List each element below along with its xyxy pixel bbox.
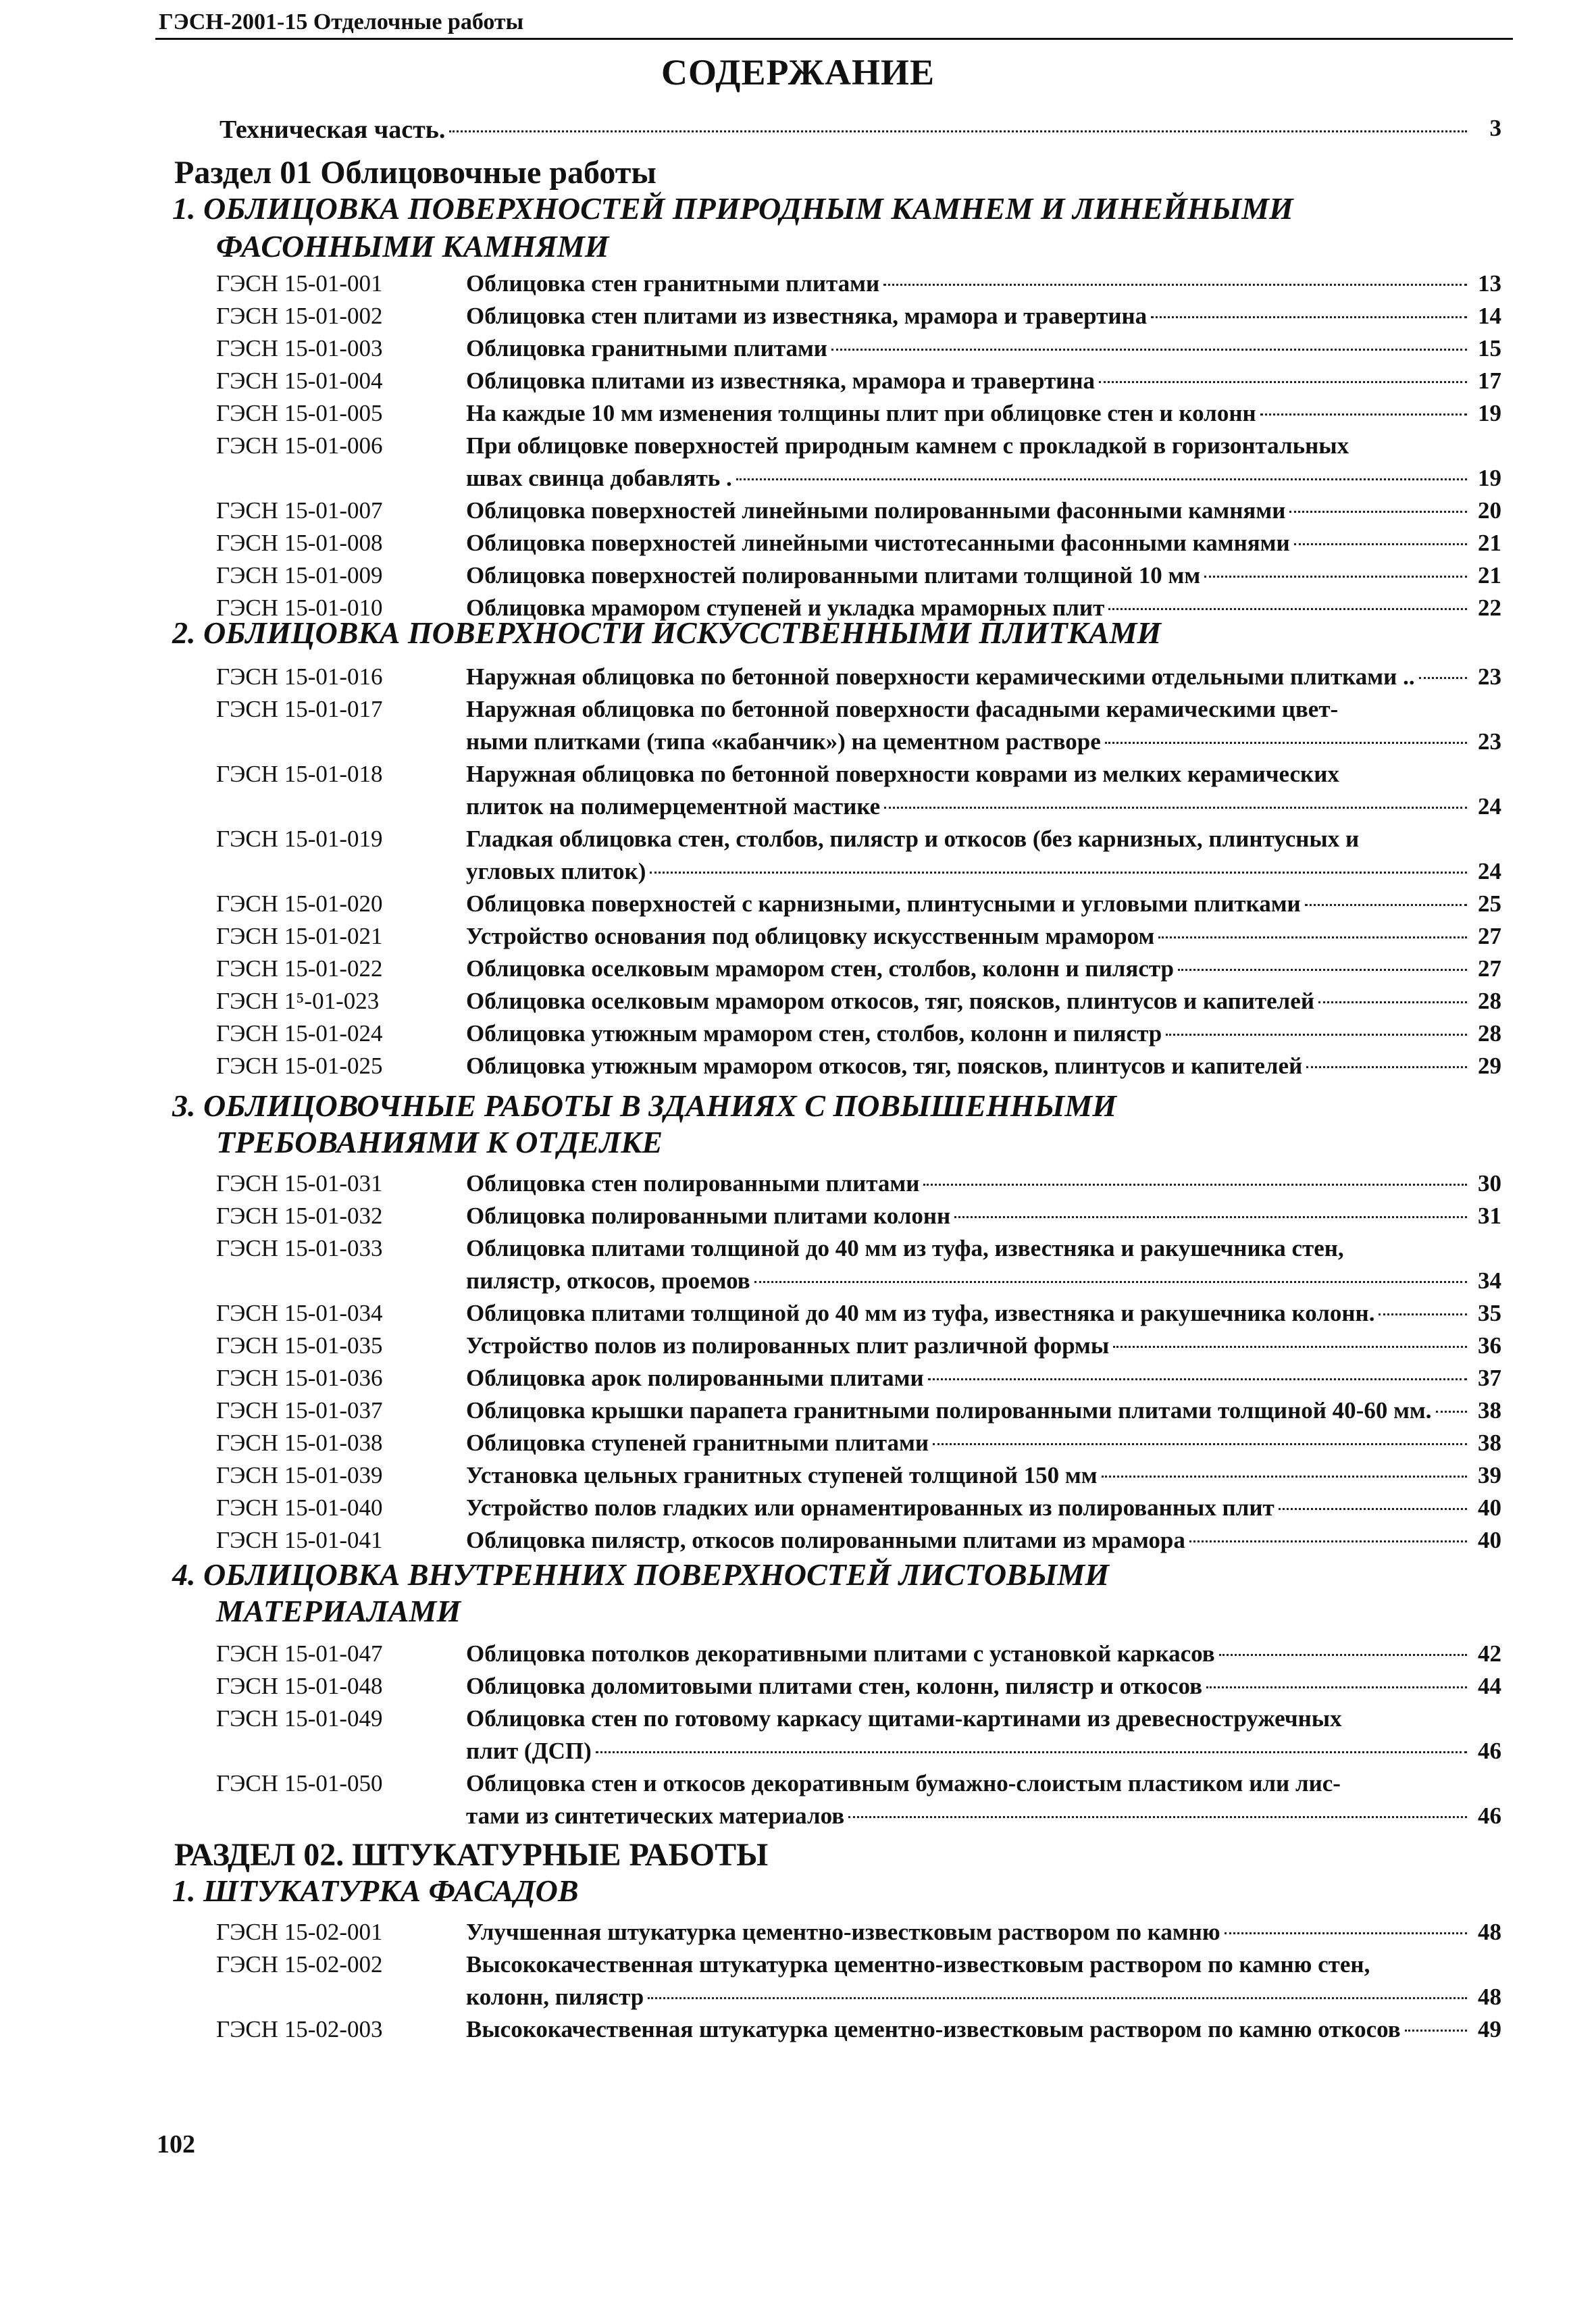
toc-entry-title: Облицовка оселковым мрамором откосов, тяг, поясков, плинтусов и капителей: [466, 988, 1315, 1014]
toc-entry-title: Облицовка плитами толщиной до 40 мм из туфа, известняка и ракушечника колонн.: [466, 1300, 1375, 1326]
toc-entry-title-row: [466, 400, 1471, 427]
dot-leader: [883, 284, 1467, 286]
toc-entry-title-row: [466, 1494, 1471, 1521]
toc-entry-title-continued: [466, 728, 1471, 755]
toc-entry-code: ГЭСН 15-01-016: [216, 663, 383, 690]
dot-leader: [736, 478, 1467, 480]
dot-leader: [1305, 904, 1467, 906]
toc-entry-title-row: [466, 1020, 1471, 1047]
toc-entry-title-row: [466, 562, 1471, 589]
toc-entry-title-row: [466, 497, 1471, 524]
toc-entry-code: ГЭСН 15-01-049: [216, 1705, 383, 1732]
toc-entry-code: ГЭСН 15-01-041: [216, 1527, 383, 1553]
toc-entry-code: ГЭСН 1⁵-01-023: [216, 988, 380, 1014]
dot-leader: [1099, 381, 1467, 383]
toc-entry-title-row: [466, 1919, 1471, 1946]
toc-entry-title-continued: [466, 1738, 1471, 1765]
toc-entry-title-line2: ными плитками (типа «кабанчик») на цементном растворе: [466, 728, 1101, 755]
toc-entry-page: 27: [1478, 955, 1501, 982]
toc-entry-page: 21: [1478, 530, 1501, 556]
group-heading-4-line2: МАТЕРИАЛАМИ: [216, 1594, 461, 1628]
toc-entry-code: ГЭСН 15-01-004: [216, 368, 383, 394]
toc-entry-page: 21: [1478, 562, 1501, 588]
toc-entry-code: ГЭСН 15-01-006: [216, 432, 383, 459]
toc-entry-title-row: [466, 1203, 1471, 1230]
toc-entry-title: Облицовка плитами толщиной до 40 мм из туфа, известняка и ракушечника стен,: [466, 1235, 1344, 1261]
toc-entry-code: ГЭСН 15-01-032: [216, 1203, 383, 1229]
toc-entry-page: 38: [1478, 1397, 1501, 1424]
toc-entry-title-row: [466, 988, 1471, 1015]
toc-entry-title-continued: [466, 465, 1471, 492]
toc-entry-page: 42: [1478, 1640, 1501, 1667]
toc-entry-title: Облицовка арок полированными плитами: [466, 1365, 924, 1391]
dot-leader: [1178, 969, 1467, 971]
dot-leader: [848, 1816, 1467, 1818]
toc-entry-page: 35: [1478, 1300, 1501, 1326]
toc-entry-title: Облицовка поверхностей полированными плитами толщиной 10 мм: [466, 562, 1201, 588]
dot-leader: [1204, 576, 1467, 578]
page-number: 102: [157, 2130, 195, 2159]
toc-entry-title-row: [466, 2016, 1471, 2043]
dot-leader: [1189, 1540, 1467, 1542]
toc-entry-page: 27: [1478, 923, 1501, 949]
dot-leader: [1405, 2030, 1467, 2032]
toc-entry-page: 39: [1478, 1462, 1501, 1488]
toc-entry-title: Облицовка крышки парапета гранитными полированными плитами толщиной 40-60 мм.: [466, 1397, 1432, 1424]
toc-entry-title: Гладкая облицовка стен, столбов, пилястр и откосов (без карнизных, плинтусных и: [466, 826, 1360, 852]
dot-leader: [1379, 1313, 1467, 1315]
toc-entry-code: ГЭСН 15-01-018: [216, 761, 383, 787]
toc-entry-title: На каждые 10 мм изменения толщины плит при облицовке стен и колонн: [466, 400, 1256, 426]
toc-entry-code: ГЭСН 15-02-003: [216, 2016, 383, 2042]
toc-entry-title-line2: швах свинца добавлять .: [466, 465, 732, 491]
toc-entry-title-continued: [466, 1984, 1471, 2011]
toc-entry-title: При облицовке поверхностей природным камнем с прокладкой в горизонтальных: [466, 432, 1349, 459]
toc-entry-title: Улучшенная штукатурка цементно-известковым раствором по камню: [466, 1919, 1220, 1945]
group-heading-1-line1: 1. ОБЛИЦОВКА ПОВЕРХНОСТЕЙ ПРИРОДНЫМ КАМНЕМ И ЛИНЕЙНЫМИ: [172, 191, 1293, 226]
toc-entry-code: ГЭСН 15-01-048: [216, 1673, 383, 1699]
toc-entry-page: 20: [1478, 497, 1501, 524]
dot-leader: [954, 1216, 1467, 1218]
toc-entry-title-row: [466, 368, 1471, 395]
toc-entry-title-row: [466, 303, 1471, 330]
toc-entry-code: ГЭСН 15-01-047: [216, 1640, 383, 1667]
toc-entry-title: Облицовка утюжным мрамором стен, столбов, колонн и пилястр: [466, 1020, 1162, 1047]
toc-entry-code: ГЭСН 15-01-025: [216, 1053, 383, 1079]
toc-entry-page: 13: [1478, 270, 1501, 297]
toc-entry-title: Облицовка доломитовыми плитами стен, колонн, пилястр и откосов: [466, 1673, 1202, 1699]
toc-entry-title: Облицовка поверхностей линейными полированными фасонными камнями: [466, 497, 1286, 524]
toc-entry-code: ГЭСН 15-01-050: [216, 1770, 383, 1796]
toc-entry-page: 40: [1478, 1527, 1501, 1553]
toc-entry-title-continued: [466, 858, 1471, 885]
dot-leader: [1158, 936, 1467, 938]
group-heading-1-line2: ФАСОННЫМИ КАМНЯМИ: [216, 229, 609, 263]
toc-entry-code: ГЭСН 15-01-034: [216, 1300, 383, 1326]
running-header: ГЭСН-2001-15 Отделочные работы: [159, 9, 524, 34]
toc-entry-title: Облицовка пилястр, откосов полированными плитами из мрамора: [466, 1527, 1185, 1553]
toc-entry-page: 48: [1478, 1984, 1501, 2010]
section-heading-01: Раздел 01 Облицовочные работы: [174, 155, 657, 191]
header-rule: [155, 38, 1513, 40]
toc-entry-page: 22: [1478, 595, 1501, 621]
toc-entry-page: 40: [1478, 1494, 1501, 1521]
toc-entry-code: ГЭСН 15-01-005: [216, 400, 383, 426]
toc-entry-title: Наружная облицовка по бетонной поверхности коврами из мелких керамических: [466, 761, 1339, 787]
dot-leader: [1102, 1476, 1467, 1478]
toc-entry-code: ГЭСН 15-01-009: [216, 562, 383, 588]
toc-entry-title-row: [466, 890, 1471, 917]
dot-leader: [648, 1997, 1467, 1999]
dot-leader: [754, 1281, 1467, 1283]
toc-entry-title: Устройство полов из полированных плит различной формы: [466, 1332, 1110, 1359]
group-heading-4-line1: 4. ОБЛИЦОВКА ВНУТРЕННИХ ПОВЕРХНОСТЕЙ ЛИСТОВЫМИ: [172, 1557, 1109, 1592]
toc-entry-title-row: [466, 1365, 1471, 1392]
toc-entry-title-line2: колонн, пилястр: [466, 1984, 644, 2010]
toc-entry-code: ГЭСН 15-01-010: [216, 595, 383, 621]
group-heading-2: 2. ОБЛИЦОВКА ПОВЕРХНОСТИ ИСКУССТВЕННЫМИ ПЛИТКАМИ: [172, 615, 1162, 650]
dot-leader: [1225, 1932, 1467, 1934]
toc-entry-title-row: [466, 335, 1471, 362]
dot-leader: [1206, 1686, 1467, 1688]
toc-entry-page: 19: [1478, 400, 1501, 426]
dot-leader: [1294, 543, 1467, 545]
toc-entry-page: 19: [1478, 465, 1501, 491]
toc-entry-title: Облицовка гранитными плитами: [466, 335, 827, 361]
dot-leader: [1279, 1508, 1467, 1510]
toc-entry-title-row: [466, 1053, 1471, 1080]
toc-entry-title: Устройство основания под облицовку искусственным мрамором: [466, 923, 1155, 949]
toc-entry-title-row: [466, 1332, 1471, 1359]
toc-entry-title-row: [466, 1462, 1471, 1489]
toc-entry-title-line2: плиток на полимерцементной мастике: [466, 793, 881, 820]
toc-entry-page: 29: [1478, 1053, 1501, 1079]
toc-entry-page: 14: [1478, 303, 1501, 329]
toc-entry-page: 31: [1478, 1203, 1501, 1229]
toc-entry-title-row: [466, 595, 1471, 622]
toc-entry-page: 48: [1478, 1919, 1501, 1945]
toc-entry-title-row: [466, 923, 1471, 950]
dot-leader: [1289, 511, 1467, 513]
toc-entry-title: Облицовка ступеней гранитными плитами: [466, 1430, 929, 1456]
dot-leader: [1260, 413, 1467, 416]
toc-entry-page: 24: [1478, 858, 1501, 884]
page-title: СОДЕРЖАНИЕ: [661, 52, 935, 93]
dot-leader: [1113, 1346, 1467, 1348]
dot-leader: [650, 872, 1467, 874]
toc-entry-code: ГЭСН 15-01-003: [216, 335, 383, 361]
dot-leader: [884, 807, 1467, 809]
dot-leader: [831, 349, 1467, 351]
toc-entry-code: ГЭСН 15-01-021: [216, 923, 383, 949]
toc-entry-page: 28: [1478, 988, 1501, 1014]
toc-entry-page: 23: [1478, 663, 1501, 690]
toc-entry-title: Установка цельных гранитных ступеней толщиной 150 мм: [466, 1462, 1098, 1488]
toc-technical-part[interactable]: [220, 115, 1471, 145]
dot-leader: [1151, 316, 1467, 318]
toc-entry-page: 15: [1478, 335, 1501, 361]
toc-entry-code: ГЭСН 15-01-033: [216, 1235, 383, 1261]
toc-entry-title: Устройство полов гладких или орнаментированных из полированных плит: [466, 1494, 1275, 1521]
toc-entry-code: ГЭСН 15-01-019: [216, 826, 383, 852]
toc-entry-title: Облицовка мрамором ступеней и укладка мраморных плит: [466, 595, 1105, 621]
toc-entry-title-row: [466, 1673, 1471, 1700]
toc-entry-title-row: [466, 1430, 1471, 1457]
toc-technical-part-label: Техническая часть.: [220, 116, 446, 144]
toc-entry-title-line2: угловых плиток): [466, 858, 646, 884]
dot-leader: [1306, 1066, 1467, 1068]
toc-entry-code: ГЭСН 15-01-036: [216, 1365, 383, 1391]
toc-entry-page: 36: [1478, 1332, 1501, 1359]
toc-entry-title-continued: [466, 1267, 1471, 1294]
toc-entry-page: 44: [1478, 1673, 1501, 1699]
toc-entry-title-row: [466, 663, 1471, 690]
dot-leader: [1105, 742, 1467, 744]
toc-entry-code: ГЭСН 15-02-001: [216, 1919, 383, 1945]
toc-entry-code: ГЭСН 15-01-001: [216, 270, 383, 297]
toc-entry-title-row: [466, 1300, 1471, 1327]
toc-entry-page: 30: [1478, 1170, 1501, 1197]
dot-leader: [449, 130, 1467, 132]
toc-entry-code: ГЭСН 15-01-038: [216, 1430, 383, 1456]
toc-entry-title: Облицовка стен полированными плитами: [466, 1170, 920, 1197]
toc-entry-page: 17: [1478, 368, 1501, 394]
toc-entry-title-continued: [466, 1803, 1471, 1830]
toc-entry-title-line2: тами из синтетических материалов: [466, 1803, 845, 1829]
toc-entry-title-row: [466, 270, 1471, 297]
group-heading-02-1: 1. ШТУКАТУРКА ФАСАДОВ: [172, 1873, 579, 1908]
toc-entry-code: ГЭСН 15-01-037: [216, 1397, 383, 1424]
toc-entry-code: ГЭСН 15-02-002: [216, 1951, 383, 1978]
toc-entry-title-line2: пилястр, откосов, проемов: [466, 1267, 750, 1294]
toc-entry-code: ГЭСН 15-01-035: [216, 1332, 383, 1359]
toc-entry-title: Высококачественная штукатурка цементно-известковым раствором по камню откосов: [466, 2016, 1401, 2042]
toc-technical-part-page: 3: [1489, 115, 1501, 141]
toc-entry-page: 34: [1478, 1267, 1501, 1294]
toc-entry-code: ГЭСН 15-01-040: [216, 1494, 383, 1521]
group-heading-3-line1: 3. ОБЛИЦОВОЧНЫЕ РАБОТЫ В ЗДАНИЯХ С ПОВЫШЕННЫМИ: [172, 1088, 1116, 1123]
toc-entry-page: 46: [1478, 1738, 1501, 1764]
toc-entry-code: ГЭСН 15-01-007: [216, 497, 383, 524]
toc-entry-title-row: [466, 1397, 1471, 1424]
dot-leader: [1318, 1001, 1467, 1003]
dot-leader: [1419, 677, 1467, 679]
toc-entry-title: Наружная облицовка по бетонной поверхности фасадными керамическими цвет-: [466, 696, 1339, 722]
toc-entry-code: ГЭСН 15-01-031: [216, 1170, 383, 1197]
toc-entry-title: Облицовка поверхностей линейными чистотесанными фасонными камнями: [466, 530, 1290, 556]
toc-entry-page: 28: [1478, 1020, 1501, 1047]
toc-entry-title: Облицовка стен по готовому каркасу щитами-картинами из древесностружечных: [466, 1705, 1342, 1732]
toc-entry-page: 24: [1478, 793, 1501, 820]
toc-entry-title-row: [466, 1640, 1471, 1667]
toc-entry-title: Облицовка утюжным мрамором откосов, тяг, поясков, плинтусов и капителей: [466, 1053, 1303, 1079]
dot-leader: [923, 1184, 1467, 1186]
toc-entry-title-line2: плит (ДСП): [466, 1738, 592, 1764]
toc-entry-page: 25: [1478, 890, 1501, 917]
toc-entry-page: 38: [1478, 1430, 1501, 1456]
dot-leader: [1219, 1654, 1467, 1656]
dot-leader: [928, 1378, 1467, 1380]
toc-entry-title: Наружная облицовка по бетонной поверхности керамическими отдельными плитками ..: [466, 663, 1415, 690]
toc-entry-code: ГЭСН 15-01-024: [216, 1020, 383, 1047]
toc-entry-code: ГЭСН 15-01-008: [216, 530, 383, 556]
toc-entry-title-row: [466, 1527, 1471, 1554]
group-heading-3-line2: ТРЕБОВАНИЯМИ К ОТДЕЛКЕ: [216, 1125, 663, 1159]
toc-entry-page: 46: [1478, 1803, 1501, 1829]
toc-entry-code: ГЭСН 15-01-017: [216, 696, 383, 722]
toc-entry-title: Облицовка стен плитами из известняка, мрамора и травертина: [466, 303, 1148, 329]
toc-entry-code: ГЭСН 15-01-022: [216, 955, 383, 982]
toc-entry-code: ГЭСН 15-01-002: [216, 303, 383, 329]
toc-entry-page: 49: [1478, 2016, 1501, 2042]
toc-entry-title: Облицовка плитами из известняка, мрамора и травертина: [466, 368, 1095, 394]
toc-entry-title: Облицовка потолков декоративными плитами с установкой каркасов: [466, 1640, 1215, 1667]
dot-leader: [1166, 1034, 1467, 1036]
toc-entry-title: Облицовка оселковым мрамором стен, столбов, колонн и пилястр: [466, 955, 1174, 982]
toc-entry-code: ГЭСН 15-01-039: [216, 1462, 383, 1488]
toc-entry-title: Облицовка стен гранитными плитами: [466, 270, 880, 297]
toc-entry-title-row: [466, 955, 1471, 982]
dot-leader: [596, 1751, 1467, 1753]
toc-entry-title: Высококачественная штукатурка цементно-известковым раствором по камню стен,: [466, 1951, 1370, 1978]
toc-entry-title-row: [466, 530, 1471, 557]
toc-entry-title: Облицовка поверхностей с карнизными, плинтусными и угловыми плитками: [466, 890, 1301, 917]
toc-entry-title-row: [466, 1170, 1471, 1197]
toc-entry-page: 23: [1478, 728, 1501, 755]
section-heading-02: РАЗДЕЛ 02. ШТУКАТУРНЫЕ РАБОТЫ: [174, 1837, 769, 1873]
toc-entry-title: Облицовка стен и откосов декоративным бумажно-слоистым пластиком или лис-: [466, 1770, 1341, 1796]
toc-entry-page: 37: [1478, 1365, 1501, 1391]
toc-entry-code: ГЭСН 15-01-020: [216, 890, 383, 917]
dot-leader: [1108, 608, 1467, 610]
toc-entry-title: Облицовка полированными плитами колонн: [466, 1203, 951, 1229]
dot-leader: [933, 1443, 1467, 1445]
toc-entry-title-continued: [466, 793, 1471, 820]
